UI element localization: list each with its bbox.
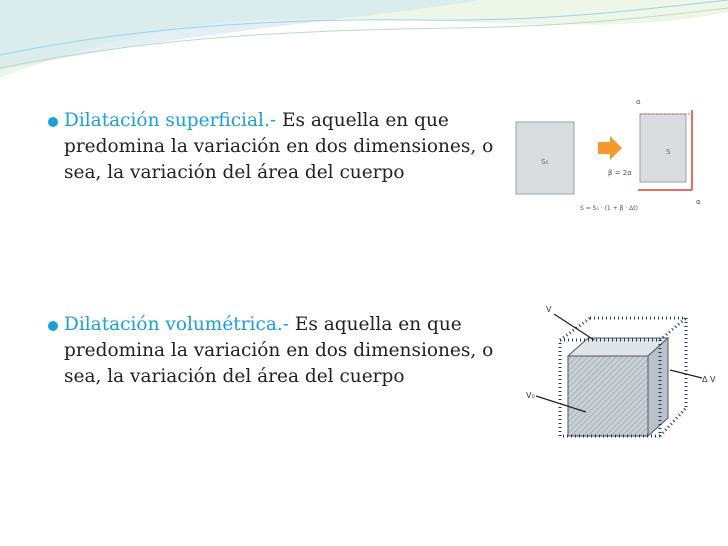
header-swoosh-decoration — [0, 0, 728, 80]
bullet-volume-dilation — [48, 312, 508, 390]
label-v0: V₀ — [526, 391, 535, 400]
label-dv: Δ V — [702, 375, 716, 384]
bullet-text: Es aquella en que predomina la variación en dos dimensiones, o sea, la variación del área del cuerpo — [64, 314, 494, 387]
bullet-paragraph — [48, 312, 508, 390]
bullet-term: Dilatación superficial.- — [64, 110, 277, 131]
expanded-square — [640, 114, 686, 182]
volume-dilation-figure — [520, 300, 720, 450]
initial-cube-front — [568, 356, 648, 436]
formula: S = S₀ · (1 + β · Δt) — [580, 205, 638, 212]
bullet-term: Dilatación volumétrica.- — [64, 314, 289, 335]
bullet-text: Es aquella en que predomina la variación en dos dimensiones, o sea, la variación del área del cuerpo — [64, 110, 494, 183]
label-beta: β = 2α — [608, 169, 632, 177]
label-s0: S₀ — [541, 158, 549, 166]
label-alpha-top: α — [636, 98, 641, 106]
bullet-dot-icon — [48, 117, 58, 127]
pointer-dv — [670, 370, 702, 378]
label-alpha-right: α — [696, 198, 701, 206]
label-s: S — [666, 148, 671, 156]
bullet-surface-dilation — [48, 108, 508, 186]
right-arrow-icon — [598, 136, 622, 160]
bullet-dot-icon — [48, 321, 58, 331]
bullet-paragraph — [48, 108, 508, 186]
initial-cube-side — [648, 338, 668, 436]
label-v: V — [546, 305, 552, 314]
pointer-v — [554, 314, 594, 340]
surface-dilation-figure — [506, 92, 706, 212]
